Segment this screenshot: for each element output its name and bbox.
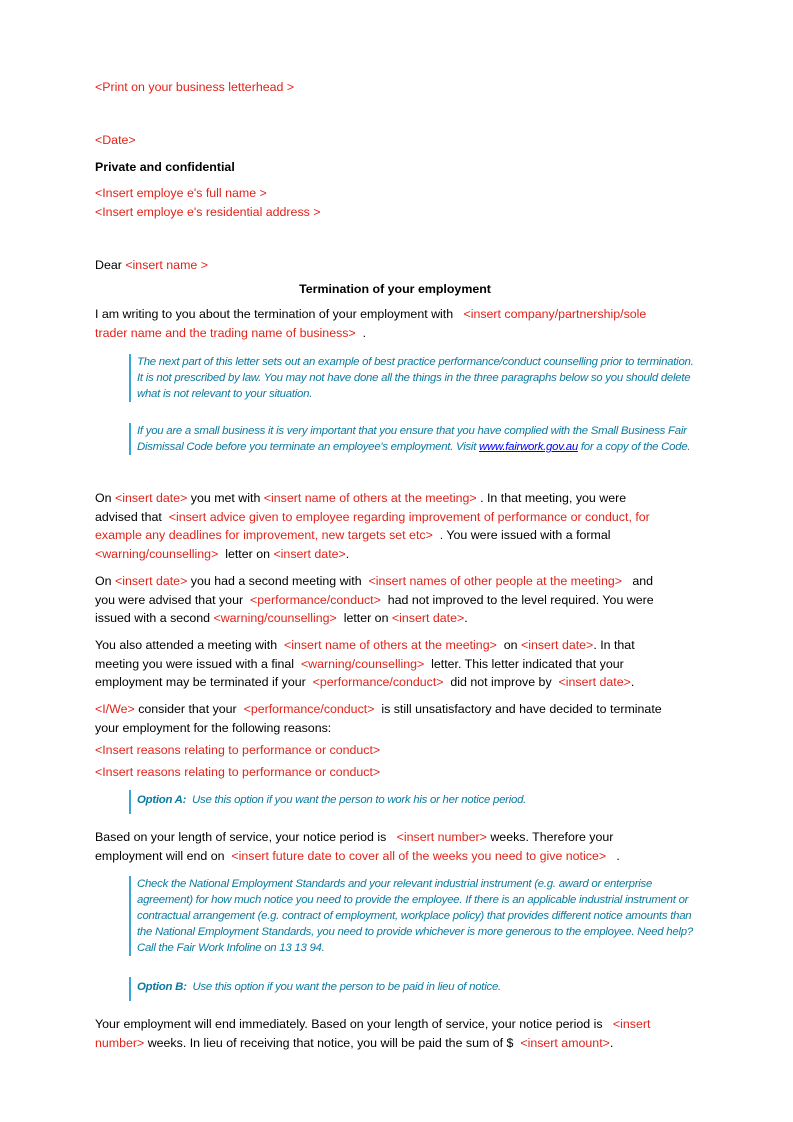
text-p4-j: <performance/conduct> xyxy=(312,675,444,690)
text-optB-text: Use this option if you want the person to be paid in lieu of notice. xyxy=(192,981,501,993)
text-note2-text: If you are a small business it is very important that you ensure that you have complied with the Small Business Fair Dismissal Code before you terminate an employee's employment. Visit xyxy=(137,425,687,453)
text-p1-r1: <insert company/partnership/sole xyxy=(463,307,647,321)
text-p6-a: Based on your length of service, your notice period is xyxy=(95,830,387,844)
guidance-note-counselling: The next part of this letter sets out an example of best practice performance/conduct counselling prior to termination. It is not prescribed by law. You may not have done all the things in the three paragraphs below so you should delete what is not relevant to your situation. xyxy=(129,354,697,402)
text-p5-e: your employment for the following reasons: xyxy=(95,720,332,735)
text-p4-c: on xyxy=(503,638,518,652)
salutation xyxy=(95,257,208,273)
paragraph-final-meeting xyxy=(95,636,695,692)
text-p6-e: <insert future date to cover all of the weeks you need to give notice> xyxy=(231,848,607,863)
text-p4-e: . In that xyxy=(593,638,635,652)
text-p4-m: . xyxy=(630,675,635,690)
text-p4-f: meeting you were issued with a final xyxy=(95,656,295,671)
text-p6-c: weeks. Therefore your xyxy=(490,830,614,844)
text-p2-k: letter on xyxy=(225,547,270,562)
text-p4-h: letter. This letter indicated that your xyxy=(431,656,624,671)
paragraph-second-meeting xyxy=(95,572,695,628)
salutation-name-placeholder: <insert name > xyxy=(125,258,208,272)
text-p1-r2: trader name and the trading name of business> xyxy=(95,325,356,340)
text-p5-a: <I/We> xyxy=(95,702,135,716)
text-p7-c: number> xyxy=(95,1035,145,1050)
text-p3-c: you had a second meeting with xyxy=(190,574,362,588)
text-p3-e: and xyxy=(632,574,653,588)
text-p7-a: Your employment will end immediately. Based on your length of service, your notice period is xyxy=(95,1017,603,1031)
text-p2-c: you met with xyxy=(190,491,261,505)
text-p2-j: <warning/counselling> xyxy=(95,547,219,562)
text-p2-g: <insert advice given to employee regarding improvement of performance or conduct, for xyxy=(168,509,650,524)
text-p2-h: example any deadlines for improvement, new targets set etc> xyxy=(95,528,433,543)
text-optA-label: Option A: xyxy=(137,794,187,806)
reason-placeholder-2: <Insert reasons relating to performance or conduct> xyxy=(95,765,381,779)
text-p2-f: advised that xyxy=(95,509,162,524)
text-p2-i: . You were issued with a formal xyxy=(439,528,611,543)
reason-placeholder-1: <Insert reasons relating to performance or conduct> xyxy=(95,743,381,757)
text-p4-k: did not improve by xyxy=(450,675,552,690)
text-p3-f: you were advised that your xyxy=(95,592,244,607)
text-p5-c: <performance/conduct> xyxy=(243,702,375,716)
text-p6-b: <insert number> xyxy=(396,830,487,844)
text-p2-l: <insert date> xyxy=(273,547,346,562)
paragraph-first-meeting xyxy=(95,489,695,564)
text-p7-f: . xyxy=(609,1035,614,1050)
text-p4-d: <insert date> xyxy=(520,638,594,652)
text-p3-h: had not improved to the level required. You were xyxy=(387,592,654,607)
text-p6-f: . xyxy=(616,848,620,863)
text-p2-d: <insert name of others at the meeting> xyxy=(263,491,477,505)
text-optA-text: Use this option if you want the person to work his or her notice period. xyxy=(192,794,527,806)
text-p4-a: You also attended a meeting with xyxy=(95,638,278,652)
text-p2-e: . In that meeting, you were xyxy=(480,491,627,505)
text-p3-m: . xyxy=(464,611,468,626)
text-p1-t1: I am writing to you about the termination of your employment with xyxy=(95,307,454,321)
private-heading: Private and confidential xyxy=(95,160,235,174)
text-p7-d: weeks. In lieu of receiving that notice, you will be paid the sum of $ xyxy=(147,1035,514,1050)
text-p3-d: <insert names of other people at the meeting> xyxy=(368,574,622,588)
text-p3-b: <insert date> xyxy=(114,574,188,588)
text-p4-b: <insert name of others at the meeting> xyxy=(283,638,497,652)
text-p5-b: consider that your xyxy=(138,702,237,716)
paragraph-decision xyxy=(95,700,695,737)
fairwork-link[interactable]: www.fairwork.gov.au xyxy=(479,441,578,453)
letterhead-placeholder: <Print on your business letterhead > xyxy=(95,80,295,94)
text-p3-l: <insert date> xyxy=(391,611,465,626)
option-b-note xyxy=(129,977,697,1001)
text-p4-i: employment may be terminated if your xyxy=(95,675,306,690)
paragraph-intro xyxy=(95,305,695,342)
text-p2-m: . xyxy=(345,547,350,562)
salutation-text: Dear xyxy=(95,258,122,272)
guidance-note-nes: Check the National Employment Standards and your relevant industrial instrument (e.g. award or enterprise agreement) for how much notice you need to provide the employee. If there is an applicable industrial instrument or contractual arrangement (e.g. contract of employment, workplace policy) that provides different notice amounts than the National Employment Standards, you need to provide whichever is more generous to the employee. Need help? Call the Fair Work Infoline on 13 13 94. xyxy=(129,876,697,956)
text-p3-g: <performance/conduct> xyxy=(249,592,381,607)
text-p4-g: <warning/counselling> xyxy=(300,656,425,671)
text-p3-k: letter on xyxy=(343,611,389,626)
paragraph-notice-period xyxy=(95,828,695,865)
text-p2-b: <insert date> xyxy=(114,491,188,505)
guidance-note-small-business xyxy=(129,423,697,455)
text-p2-a: On xyxy=(95,491,112,505)
employee-name-placeholder: <Insert employe e's full name > xyxy=(95,186,267,200)
employee-address-placeholder: <Insert employe e's residential address > xyxy=(95,205,321,219)
letter-title: Termination of your employment xyxy=(299,282,491,296)
text-p7-e: <insert amount> xyxy=(520,1035,610,1050)
text-p5-d: is still unsatisfactory and have decided to terminate xyxy=(381,702,662,716)
text-p4-l: <insert date> xyxy=(558,675,631,690)
text-p1-t2: . xyxy=(362,325,367,340)
text-p3-a: On xyxy=(95,574,112,588)
text-p3-i: issued with a second xyxy=(95,611,211,626)
text-p3-j: <warning/counselling> xyxy=(213,611,337,626)
date-placeholder: <Date> xyxy=(95,133,136,147)
text-optB-label: Option B: xyxy=(137,981,187,993)
text-p6-d: employment will end on xyxy=(95,848,225,863)
text-note2-after: for a copy of the Code. xyxy=(580,441,691,453)
option-a-note xyxy=(129,790,697,814)
text-p7-b: <insert xyxy=(612,1017,651,1031)
paragraph-payment-in-lieu xyxy=(95,1015,695,1052)
